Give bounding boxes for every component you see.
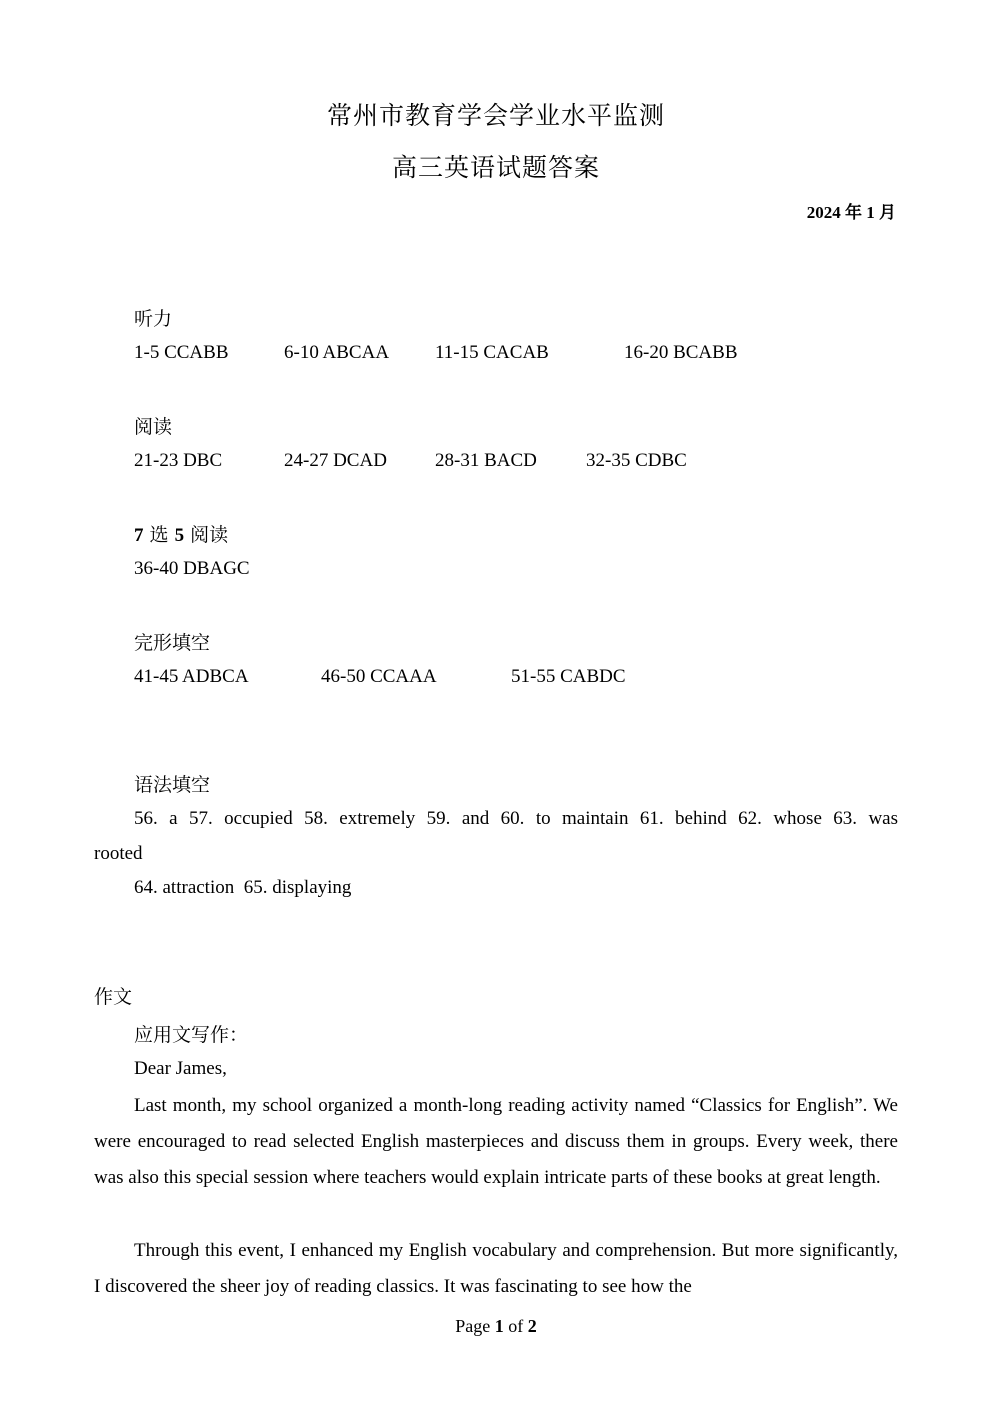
writing-sublabel: 应用文写作：	[134, 1024, 249, 1046]
answer-reading-1: 21-23 DBC	[134, 450, 223, 471]
grammar-answers-line-1: 56. a 57. occupied 58. extremely 59. and 60. to maintain 61. behind 62. whose 63. was	[134, 808, 898, 829]
answer-cloze-1: 41-45 ADBCA	[134, 666, 249, 687]
answer-listening-3: 11-15 CACAB	[435, 342, 549, 363]
document-date: 2024 年 1 月	[806, 203, 896, 222]
document-title: 常州市教育学会学业水平监测	[326, 101, 665, 130]
footer-page-total: 2	[527, 1316, 537, 1336]
document-subtitle: 高三英语试题答案	[391, 153, 600, 182]
answer-listening-4: 16-20 BCABB	[624, 342, 738, 363]
answer-reading-4: 32-35 CDBC	[586, 450, 687, 471]
answer-reading-2: 24-27 DCAD	[284, 450, 387, 471]
section-label-listening: 听力	[134, 308, 173, 330]
page-footer	[0, 1316, 992, 1337]
footer-of-word: of	[508, 1316, 524, 1336]
section-label-seven-five	[134, 520, 228, 547]
answer-cloze-3: 51-55 CABDC	[511, 666, 626, 687]
answer-reading-3: 28-31 BACD	[435, 450, 537, 471]
answer-listening-2: 6-10 ABCAA	[284, 342, 390, 363]
letter-paragraph-2: Through this event, I enhanced my English vocabulary and comprehension. But more significantly, I discovered the sheer joy of reading classics. It was fascinating to see how the	[94, 1240, 898, 1297]
label-end: 阅读	[184, 524, 229, 546]
label-mid: 选	[143, 524, 175, 546]
section-label-cloze: 完形填空	[134, 632, 211, 654]
footer-page-number: 1	[494, 1316, 504, 1336]
footer-page-word: Page	[455, 1316, 491, 1336]
answer-listening-1: 1-5 CCABB	[134, 342, 229, 363]
answer-seven-five-1: 36-40 DBAGC	[134, 558, 250, 579]
label-num-seven: 7	[134, 525, 144, 546]
grammar-answers-line-3: 64. attraction 65. displaying	[134, 877, 352, 898]
section-label-writing: 作文	[94, 986, 133, 1008]
section-label-reading: 阅读	[134, 416, 173, 438]
letter-greeting: Dear James,	[134, 1058, 227, 1079]
section-label-grammar: 语法填空	[134, 774, 211, 796]
grammar-answers-line-2: rooted	[94, 843, 143, 864]
letter-paragraph-1: Last month, my school organized a month-long reading activity named “Classics for English”. We were encouraged to read selected English masterpieces and discuss them in groups. Every week, there was also this special session where teachers would explain intricate parts of these books at great length.	[94, 1095, 898, 1188]
answer-cloze-2: 46-50 CCAAA	[321, 666, 437, 687]
label-num-five: 5	[174, 525, 185, 546]
